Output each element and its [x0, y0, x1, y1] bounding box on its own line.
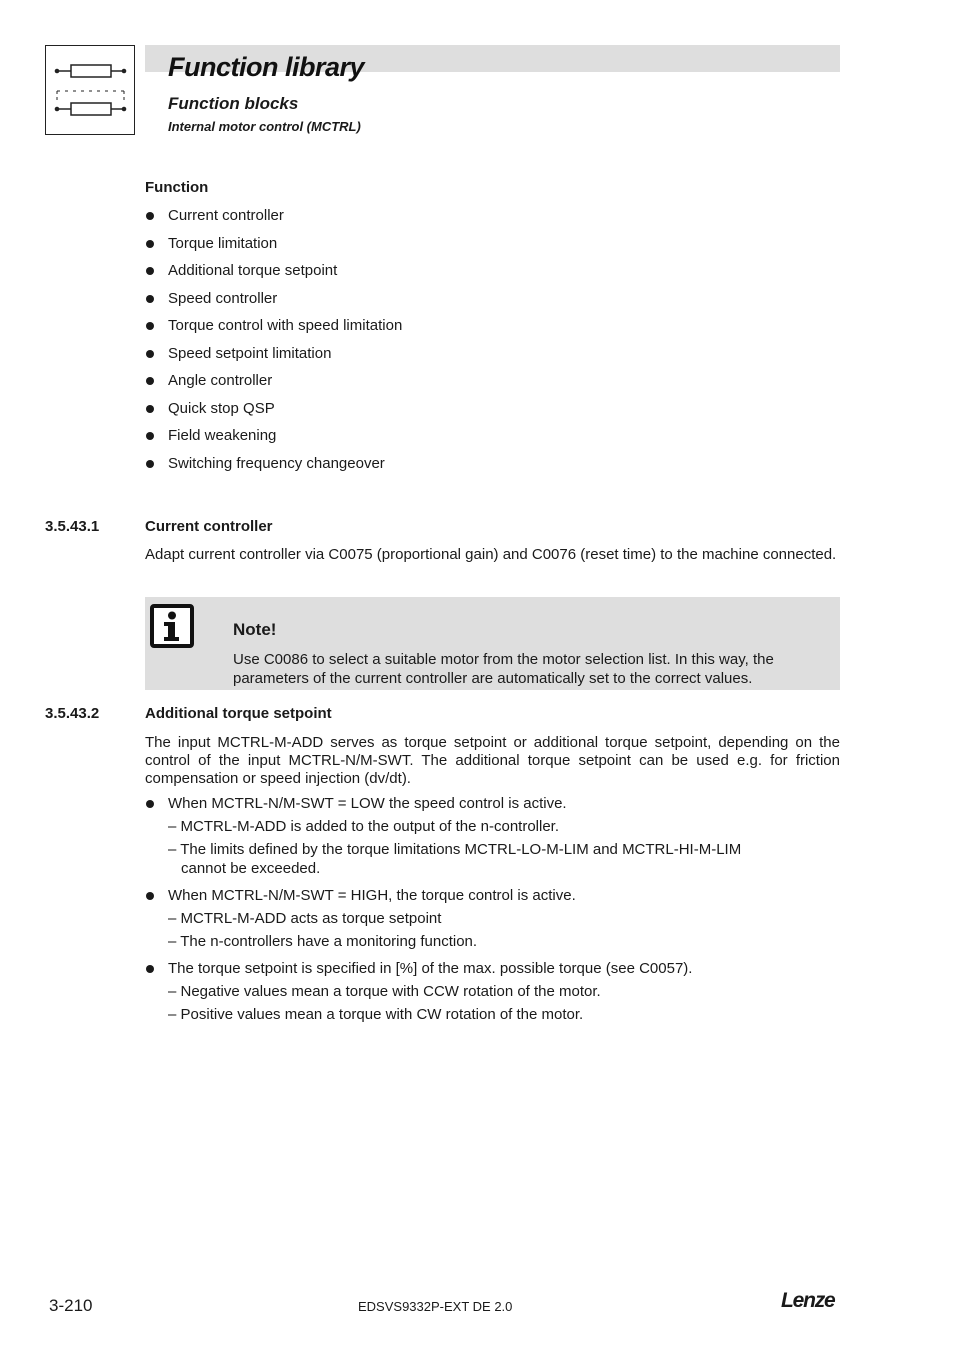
section-heading: Current controller — [145, 518, 273, 535]
list-item: Switching frequency changeover — [145, 454, 845, 482]
bullet-dot — [146, 800, 154, 808]
function-block-icon — [45, 45, 135, 135]
info-icon — [150, 604, 194, 648]
function-block-diagram-icon — [46, 46, 134, 134]
brand-logo: Lenze — [781, 1289, 835, 1312]
sub-list-item: – MCTRL-M-ADD is added to the output of the n-controller. — [168, 818, 560, 835]
list-item: Additional torque setpoint — [145, 261, 845, 289]
section-heading: Additional torque setpoint — [145, 705, 332, 722]
section-number: 3.5.43.1 — [45, 518, 100, 535]
list-item: Torque control with speed limitation — [145, 316, 845, 344]
sub-list-item-continued: cannot be exceeded. — [181, 860, 321, 877]
list-item: When MCTRL-N/M-SWT = LOW the speed control is active. — [168, 795, 567, 812]
chapter-subtitle: Function blocks — [168, 94, 299, 113]
sub-list-item: – Negative values mean a torque with CCW rotation of the motor. — [168, 983, 601, 1000]
list-item: Quick stop QSP — [145, 399, 845, 427]
list-item: Field weakening — [145, 426, 845, 454]
list-item: The torque setpoint is specified in [%] of the max. possible torque (see C0057). — [168, 960, 693, 977]
list-item: Angle controller — [145, 371, 845, 399]
function-heading: Function — [145, 179, 209, 196]
bullet-dot — [146, 965, 154, 973]
sub-list-item: – MCTRL-M-ADD acts as torque setpoint — [168, 910, 442, 927]
list-item: When MCTRL-N/M-SWT = HIGH, the torque control is active. — [168, 887, 576, 904]
page-title: Function library — [168, 52, 365, 82]
sub-list-item: – The n-controllers have a monitoring function. — [168, 933, 478, 950]
function-list — [145, 206, 845, 481]
sub-list-item: – Positive values mean a torque with CW rotation of the motor. — [168, 1006, 584, 1023]
section-paragraph: The input MCTRL-M-ADD serves as torque setpoint or additional torque setpoint, depending on the control of the input MCTRL-N/M-SWT. The additional torque setpoint can be used e.g. for friction compensation or speed injection (dv/dt). — [145, 734, 840, 787]
section-number: 3.5.43.2 — [45, 705, 100, 722]
bullet-dot — [146, 892, 154, 900]
note-text: Use C0086 to select a suitable motor from the motor selection list. In this way, the parameters of the current controller are automatically set to the correct values. — [233, 651, 774, 687]
section-subtitle: Internal motor control (MCTRL) — [168, 119, 361, 134]
list-item: Current controller — [145, 206, 845, 234]
list-item: Torque limitation — [145, 234, 845, 262]
list-item: Speed setpoint limitation — [145, 344, 845, 372]
sub-list-item: – The limits defined by the torque limitations MCTRL-LO-M-LIM and MCTRL-HI-M-LIM — [168, 841, 742, 858]
document-id: EDSVS9332P-EXT DE 2.0 — [358, 1299, 513, 1314]
page-number: 3-210 — [49, 1296, 93, 1315]
section-paragraph: Adapt current controller via C0075 (proportional gain) and C0076 (reset time) to the machine connected. — [145, 546, 837, 563]
list-item: Speed controller — [145, 289, 845, 317]
note-title: Note! — [233, 620, 277, 639]
